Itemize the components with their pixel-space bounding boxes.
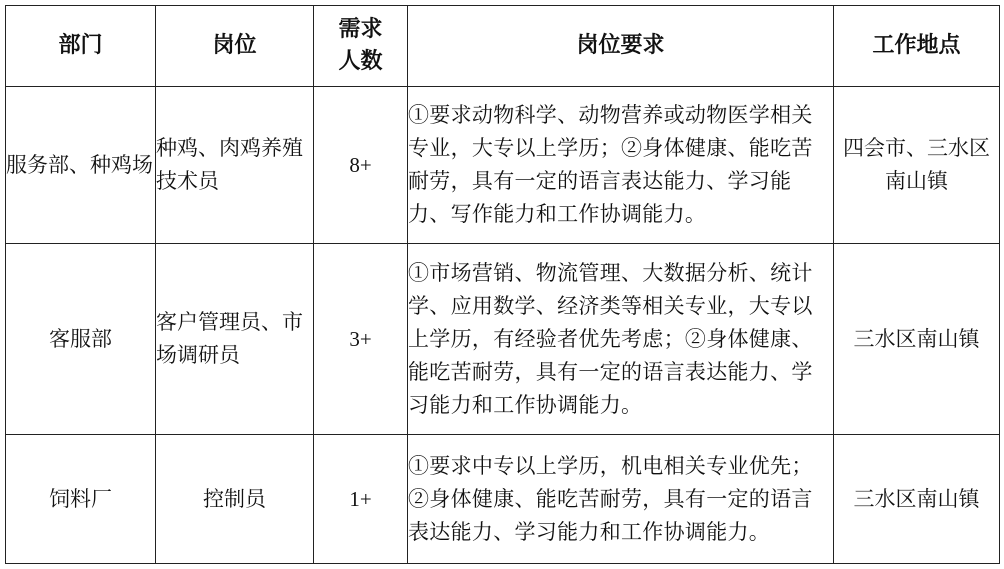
cell-headcount: 3+: [314, 244, 408, 435]
cell-requirements: ①要求动物科学、动物营养或动物医学相关专业，大专以上学历；②身体健康、能吃苦耐劳，具有一定的语言表达能力、学习能力、写作能力和工作协调能力。: [408, 87, 834, 244]
header-headcount: [314, 6, 408, 87]
table-row: [6, 87, 1000, 244]
table-row: [6, 244, 1000, 435]
cell-department: 饲料厂: [6, 435, 156, 564]
header-department: 部门: [6, 6, 156, 87]
cell-position: 客户管理员、市场调研员: [156, 244, 314, 435]
cell-requirements: ①市场营销、物流管理、大数据分析、统计学、应用数学、经济类等相关专业，大专以上学历，有经验者优先考虑；②身体健康、能吃苦耐劳，具有一定的语言表达能力、学习能力和工作协调能力。: [408, 244, 834, 435]
cell-position: 控制员: [156, 435, 314, 564]
cell-headcount: 8+: [314, 87, 408, 244]
cell-location: 三水区南山镇: [834, 244, 1000, 435]
job-requirements-table: [5, 5, 1000, 564]
cell-location: 四会市、三水区南山镇: [834, 87, 1000, 244]
cell-headcount: 1+: [314, 435, 408, 564]
cell-position: 种鸡、肉鸡养殖技术员: [156, 87, 314, 244]
cell-requirements: ①要求中专以上学历，机电相关专业优先；②身体健康、能吃苦耐劳，具有一定的语言表达能力、学习能力和工作协调能力。: [408, 435, 834, 564]
header-headcount-line1: 需求: [338, 17, 383, 42]
header-position: 岗位: [156, 6, 314, 87]
table-row: [6, 435, 1000, 564]
header-headcount-line2: 人数: [338, 49, 383, 74]
cell-department: 客服部: [6, 244, 156, 435]
cell-department: 服务部、种鸡场: [6, 87, 156, 244]
header-requirements: 岗位要求: [408, 6, 834, 87]
cell-location: 三水区南山镇: [834, 435, 1000, 564]
table-header-row: [6, 6, 1000, 87]
header-location: 工作地点: [834, 6, 1000, 87]
